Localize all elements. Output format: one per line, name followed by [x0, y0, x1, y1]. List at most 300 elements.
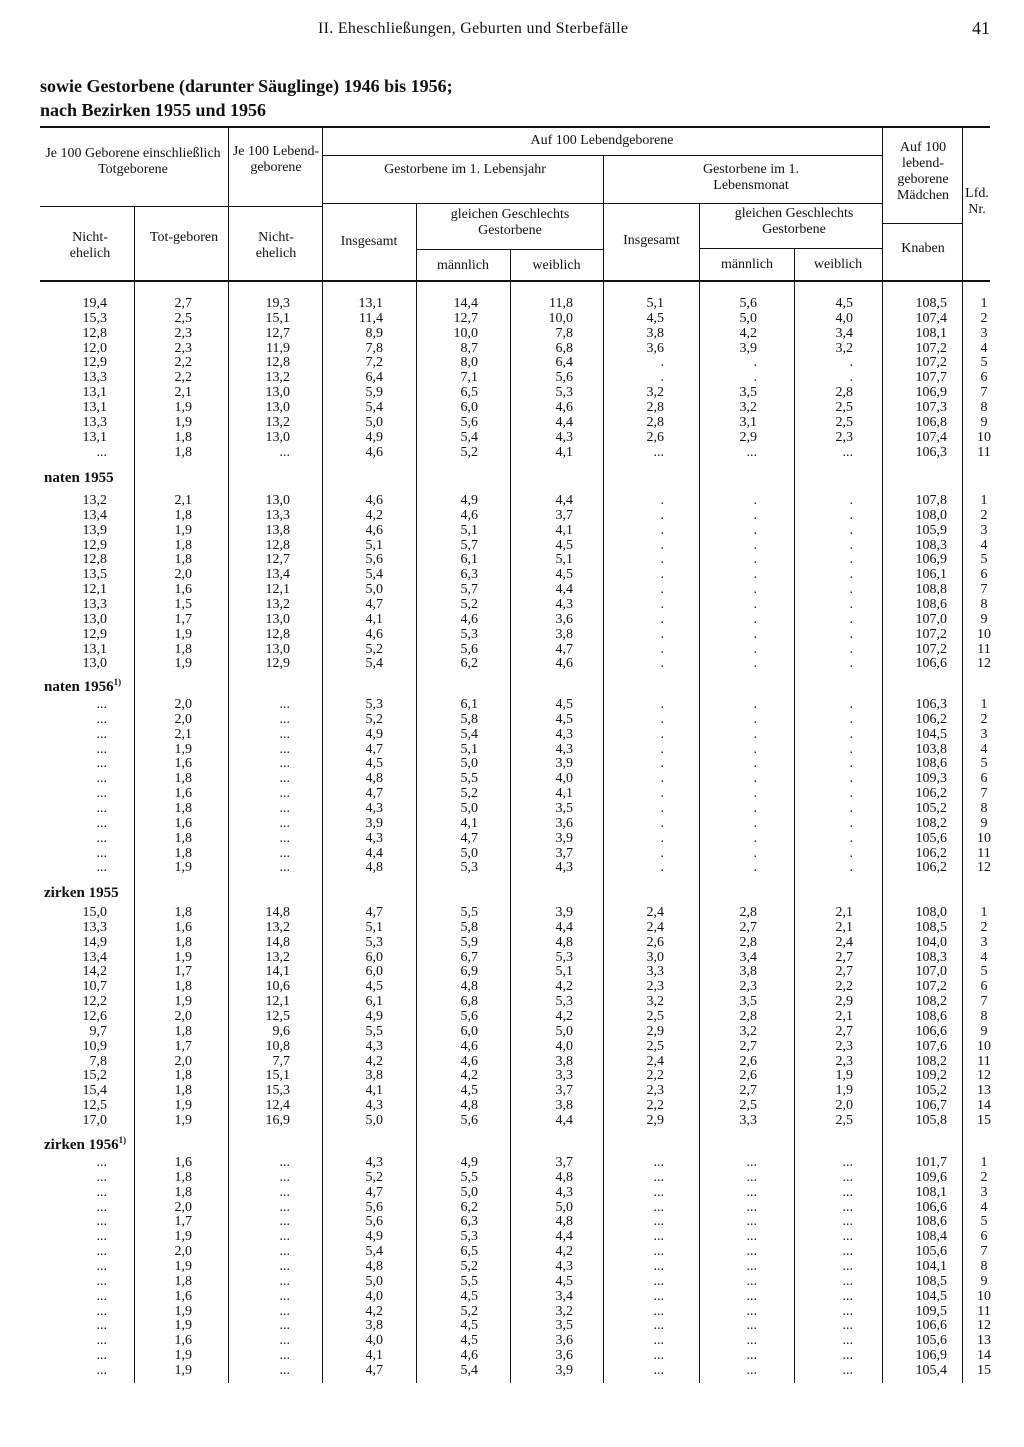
cell-weiblich-jahr: 5,6 — [555, 370, 573, 386]
header-rule-je100 — [40, 206, 322, 207]
cell-nichtehelich-lebend: 13,3 — [265, 507, 290, 523]
cell-nichtehelich: 13,3 — [82, 596, 107, 612]
lfd-nr-cell: 5 — [980, 1214, 988, 1230]
cell-nichtehelich: ... — [96, 1318, 107, 1334]
cell-nichtehelich: ... — [96, 860, 107, 876]
cell-knaben: 108,0 — [915, 905, 947, 920]
table-title — [40, 74, 453, 122]
cell-nichtehelich-lebend: 12,8 — [265, 537, 290, 553]
cell-knaben: 105,9 — [915, 522, 947, 538]
cell-nichtehelich: 15,0 — [82, 905, 107, 920]
cell-weiblich-monat: 4,0 — [835, 310, 853, 326]
header-gleichen-2: gleichen Geschlechts Gestorbene — [734, 206, 854, 237]
cell-insgesamt-jahr: 4,4 — [365, 845, 383, 861]
cell-maennlich-monat: . — [753, 611, 757, 627]
cell-knaben: 107,3 — [915, 399, 947, 415]
lfd-nr-cell: 8 — [980, 1008, 988, 1024]
lfd-nr-cell: 9 — [980, 414, 988, 430]
cell-weiblich-monat: 2,4 — [835, 934, 853, 950]
cell-maennlich-jahr: 4,9 — [460, 1155, 478, 1170]
cell-knaben: 108,6 — [915, 1008, 947, 1024]
cell-nichtehelich: 12,2 — [82, 994, 107, 1010]
cell-totgeboren: 1,8 — [174, 979, 192, 995]
cell-maennlich-jahr: 4,5 — [460, 1083, 478, 1099]
cell-maennlich-monat: 3,3 — [739, 1112, 757, 1128]
cell-maennlich-monat: . — [753, 522, 757, 538]
cell-maennlich-monat: ... — [746, 1333, 757, 1349]
cell-weiblich-monat: . — [849, 697, 853, 712]
cell-weiblich-jahr: 11,8 — [549, 296, 573, 311]
cell-weiblich-jahr: 3,2 — [555, 1303, 573, 1319]
cell-knaben: 108,8 — [915, 582, 947, 598]
cell-maennlich-jahr: 5,0 — [460, 756, 478, 772]
cell-maennlich-jahr: 5,1 — [460, 522, 478, 538]
cell-knaben: 106,6 — [915, 1318, 947, 1334]
lfd-nr-cell: 13 — [977, 1083, 991, 1099]
cell-totgeboren: 1,8 — [174, 537, 192, 553]
lfd-nr-cell: 12 — [977, 1068, 991, 1084]
title-line-1: sowie Gestorbene (darunter Säuglinge) 1946 bis 1956; — [40, 76, 453, 96]
cell-knaben: 107,6 — [915, 1038, 947, 1054]
cell-knaben: 107,0 — [915, 964, 947, 980]
lfd-nr-cell: 9 — [980, 1273, 988, 1289]
lfd-nr-cell: 8 — [980, 1258, 988, 1274]
cell-insgesamt-jahr: 5,9 — [365, 385, 383, 401]
cell-totgeboren: 2,0 — [174, 1199, 192, 1215]
cell-totgeboren: 1,9 — [174, 1229, 192, 1245]
cell-totgeboren: 1,8 — [174, 771, 192, 787]
cell-insgesamt-jahr: 4,7 — [365, 741, 383, 757]
cell-insgesamt-monat: . — [660, 626, 664, 642]
cell-insgesamt-monat: 2,3 — [646, 979, 664, 995]
cell-totgeboren: 1,6 — [174, 1288, 192, 1304]
cell-knaben: 108,4 — [915, 1229, 947, 1245]
header-weiblich-2: weiblich — [813, 257, 863, 272]
cell-insgesamt-jahr: 5,6 — [365, 1199, 383, 1215]
lfd-nr-cell: 13 — [977, 1333, 991, 1349]
cell-knaben: 106,3 — [915, 444, 947, 460]
header-gleichen-1: gleichen Geschlechts Gestorbene — [450, 207, 570, 238]
cell-weiblich-jahr: 3,5 — [555, 1318, 573, 1334]
lfd-nr-cell: 9 — [980, 611, 988, 627]
cell-insgesamt-monat: 2,3 — [646, 1083, 664, 1099]
cell-maennlich-jahr: 6,3 — [460, 1214, 478, 1230]
cell-nichtehelich: 12,8 — [82, 552, 107, 568]
cell-totgeboren: 1,9 — [174, 1112, 192, 1128]
cell-totgeboren: 1,8 — [174, 641, 192, 657]
cell-totgeboren: 2,1 — [174, 726, 192, 742]
header-maennlich-2: männlich — [720, 257, 774, 272]
cell-maennlich-jahr: 6,2 — [460, 656, 478, 672]
cell-nichtehelich-lebend: 13,4 — [265, 567, 290, 583]
cell-nichtehelich-lebend: ... — [279, 697, 290, 712]
cell-weiblich-monat: 2,9 — [835, 994, 853, 1010]
section-label-text: zirken 1955 — [44, 885, 119, 901]
cell-totgeboren: 1,9 — [174, 656, 192, 672]
cell-maennlich-monat: ... — [746, 1362, 757, 1378]
cell-insgesamt-monat: 2,5 — [646, 1008, 664, 1024]
cell-insgesamt-jahr: 4,7 — [365, 786, 383, 802]
cell-maennlich-monat: ... — [746, 1184, 757, 1200]
cell-maennlich-jahr: 4,5 — [460, 1318, 478, 1334]
cell-nichtehelich: 10,9 — [82, 1038, 107, 1054]
cell-weiblich-jahr: 4,2 — [555, 979, 573, 995]
cell-weiblich-monat: 2,7 — [835, 949, 853, 965]
cell-weiblich-monat: 1,9 — [835, 1068, 853, 1084]
cell-knaben: 108,1 — [915, 1184, 947, 1200]
cell-nichtehelich: ... — [96, 771, 107, 787]
cell-totgeboren: 1,6 — [174, 1155, 192, 1170]
cell-insgesamt-jahr: 5,6 — [365, 552, 383, 568]
cell-nichtehelich: ... — [96, 1303, 107, 1319]
cell-knaben: 103,8 — [915, 741, 947, 757]
section-label — [44, 677, 121, 696]
cell-insgesamt-jahr: 5,0 — [365, 1112, 383, 1128]
cell-insgesamt-jahr: 5,0 — [365, 582, 383, 598]
cell-nichtehelich-lebend: 15,3 — [265, 1083, 290, 1099]
cell-knaben: 107,4 — [915, 429, 947, 445]
lfd-nr-cell: 7 — [980, 385, 988, 401]
cell-weiblich-jahr: 4,4 — [555, 493, 573, 508]
cell-weiblich-monat: . — [849, 567, 853, 583]
cell-maennlich-jahr: 5,4 — [460, 1362, 478, 1378]
cell-maennlich-jahr: 5,3 — [460, 626, 478, 642]
cell-nichtehelich-lebend: 12,4 — [265, 1098, 290, 1114]
cell-weiblich-jahr: 3,4 — [555, 1288, 573, 1304]
cell-maennlich-jahr: 5,2 — [460, 786, 478, 802]
lfd-nr-cell: 6 — [980, 1229, 988, 1245]
cell-weiblich-jahr: 3,3 — [555, 1068, 573, 1084]
header-lfd-nr: Lfd. Nr. — [965, 186, 989, 217]
cell-nichtehelich: ... — [96, 1273, 107, 1289]
cell-maennlich-monat: ... — [746, 1214, 757, 1230]
cell-maennlich-monat: 2,8 — [739, 905, 757, 920]
cell-weiblich-monat: 2,8 — [835, 385, 853, 401]
cell-maennlich-monat: 2,7 — [739, 919, 757, 935]
cell-insgesamt-monat: 2,4 — [646, 919, 664, 935]
cell-nichtehelich-lebend: ... — [279, 726, 290, 742]
lfd-nr-cell: 1 — [980, 905, 988, 920]
cell-knaben: 108,3 — [915, 537, 947, 553]
col-rule-10 — [962, 127, 963, 1383]
cell-weiblich-monat: ... — [842, 1288, 853, 1304]
cell-knaben: 105,6 — [915, 1244, 947, 1260]
lfd-nr-cell: 3 — [980, 726, 988, 742]
header-insgesamt-1: Insgesamt — [340, 234, 398, 249]
lfd-nr-cell: 12 — [977, 656, 991, 672]
lfd-nr-cell: 2 — [980, 1169, 988, 1185]
cell-maennlich-jahr: 5,8 — [460, 711, 478, 727]
cell-totgeboren: 1,6 — [174, 756, 192, 772]
cell-maennlich-jahr: 4,8 — [460, 1098, 478, 1114]
cell-insgesamt-monat: ... — [653, 1214, 664, 1230]
cell-maennlich-jahr: 5,5 — [460, 905, 478, 920]
cell-nichtehelich-lebend: ... — [279, 786, 290, 802]
cell-insgesamt-jahr: 4,8 — [365, 1258, 383, 1274]
lfd-nr-cell: 7 — [980, 582, 988, 598]
cell-nichtehelich: 13,4 — [82, 507, 107, 523]
cell-knaben: 108,1 — [915, 325, 947, 341]
lfd-nr-cell: 8 — [980, 596, 988, 612]
cell-nichtehelich-lebend: ... — [279, 845, 290, 861]
cell-knaben: 105,2 — [915, 1083, 947, 1099]
cell-maennlich-monat: 3,1 — [739, 414, 757, 430]
cell-maennlich-jahr: 5,0 — [460, 800, 478, 816]
cell-weiblich-monat: . — [849, 355, 853, 371]
cell-weiblich-jahr: 4,1 — [555, 444, 573, 460]
cell-maennlich-jahr: 6,0 — [460, 399, 478, 415]
section-label — [44, 1135, 126, 1154]
cell-insgesamt-monat: ... — [653, 1169, 664, 1185]
cell-weiblich-jahr: 4,2 — [555, 1008, 573, 1024]
cell-totgeboren: 2,0 — [174, 567, 192, 583]
cell-nichtehelich: ... — [96, 1184, 107, 1200]
cell-totgeboren: 2,3 — [174, 340, 192, 356]
cell-weiblich-jahr: 10,0 — [548, 310, 573, 326]
lfd-nr-cell: 3 — [980, 1184, 988, 1200]
cell-nichtehelich: ... — [96, 1199, 107, 1215]
cell-nichtehelich-lebend: 14,8 — [265, 934, 290, 950]
cell-weiblich-jahr: 4,4 — [555, 414, 573, 430]
cell-weiblich-jahr: 4,1 — [555, 522, 573, 538]
cell-insgesamt-monat: . — [660, 552, 664, 568]
cell-maennlich-jahr: 5,5 — [460, 1273, 478, 1289]
lfd-nr-cell: 12 — [977, 1318, 991, 1334]
cell-maennlich-jahr: 5,6 — [460, 1112, 478, 1128]
cell-knaben: 104,5 — [915, 726, 947, 742]
cell-nichtehelich-lebend: 14,1 — [265, 964, 290, 980]
cell-totgeboren: 2,7 — [174, 296, 192, 311]
cell-maennlich-jahr: 7,1 — [460, 370, 478, 386]
cell-nichtehelich: ... — [96, 815, 107, 831]
cell-maennlich-monat: . — [753, 711, 757, 727]
cell-insgesamt-monat: . — [660, 507, 664, 523]
cell-maennlich-jahr: 10,0 — [453, 325, 478, 341]
cell-nichtehelich-lebend: 13,0 — [265, 641, 290, 657]
cell-weiblich-jahr: 3,9 — [555, 756, 573, 772]
cell-nichtehelich-lebend: ... — [279, 1288, 290, 1304]
cell-weiblich-jahr: 4,6 — [555, 656, 573, 672]
cell-totgeboren: 2,1 — [174, 385, 192, 401]
cell-maennlich-jahr: 14,4 — [453, 296, 478, 311]
cell-maennlich-monat: ... — [746, 444, 757, 460]
cell-totgeboren: 1,6 — [174, 919, 192, 935]
cell-weiblich-jahr: 5,3 — [555, 949, 573, 965]
lfd-nr-cell: 10 — [977, 626, 991, 642]
cell-maennlich-jahr: 6,0 — [460, 1023, 478, 1039]
cell-weiblich-monat: ... — [842, 1318, 853, 1334]
cell-weiblich-monat: 2,3 — [835, 1053, 853, 1069]
cell-nichtehelich: 13,4 — [82, 949, 107, 965]
cell-weiblich-monat: . — [849, 641, 853, 657]
cell-nichtehelich-lebend: 12,9 — [265, 656, 290, 672]
cell-insgesamt-jahr: 4,3 — [365, 1155, 383, 1170]
cell-nichtehelich-lebend: 13,2 — [265, 370, 290, 386]
cell-knaben: 108,2 — [915, 815, 947, 831]
lfd-nr-cell: 14 — [977, 1348, 991, 1364]
cell-insgesamt-jahr: 13,1 — [358, 296, 383, 311]
cell-maennlich-monat: . — [753, 596, 757, 612]
header-nichtehelich: Nicht-ehelich — [69, 230, 111, 261]
cell-maennlich-monat: . — [753, 845, 757, 861]
cell-maennlich-jahr: 6,1 — [460, 552, 478, 568]
cell-maennlich-jahr: 5,6 — [460, 1008, 478, 1024]
cell-knaben: 105,6 — [915, 830, 947, 846]
cell-nichtehelich: 13,9 — [82, 522, 107, 538]
cell-weiblich-jahr: 3,9 — [555, 905, 573, 920]
cell-maennlich-monat: ... — [746, 1258, 757, 1274]
cell-weiblich-monat: 2,7 — [835, 964, 853, 980]
cell-totgeboren: 1,5 — [174, 596, 192, 612]
cell-insgesamt-monat: 2,4 — [646, 905, 664, 920]
cell-insgesamt-monat: 5,1 — [646, 296, 664, 311]
cell-insgesamt-monat: . — [660, 567, 664, 583]
cell-weiblich-monat: ... — [842, 1214, 853, 1230]
cell-totgeboren: 2,5 — [174, 310, 192, 326]
cell-weiblich-monat: 2,0 — [835, 1098, 853, 1114]
lfd-nr-cell: 2 — [980, 507, 988, 523]
cell-knaben: 108,3 — [915, 949, 947, 965]
cell-knaben: 109,2 — [915, 1068, 947, 1084]
cell-knaben: 106,2 — [915, 845, 947, 861]
cell-insgesamt-monat: ... — [653, 1303, 664, 1319]
cell-insgesamt-jahr: 5,4 — [365, 656, 383, 672]
cell-weiblich-jahr: 4,5 — [555, 1273, 573, 1289]
lfd-nr-cell: 5 — [980, 355, 988, 371]
cell-nichtehelich: 10,7 — [82, 979, 107, 995]
cell-knaben: 108,0 — [915, 507, 947, 523]
cell-maennlich-jahr: 4,6 — [460, 611, 478, 627]
cell-weiblich-jahr: 5,0 — [555, 1199, 573, 1215]
cell-maennlich-jahr: 6,8 — [460, 994, 478, 1010]
cell-nichtehelich-lebend: ... — [279, 1303, 290, 1319]
cell-maennlich-jahr: 6,2 — [460, 1199, 478, 1215]
cell-nichtehelich-lebend: ... — [279, 1258, 290, 1274]
cell-maennlich-jahr: 5,6 — [460, 641, 478, 657]
lfd-nr-cell: 4 — [980, 949, 988, 965]
cell-knaben: 106,1 — [915, 567, 947, 583]
cell-insgesamt-monat: ... — [653, 1184, 664, 1200]
lfd-nr-cell: 1 — [980, 296, 988, 311]
cell-nichtehelich-lebend: 9,6 — [272, 1023, 290, 1039]
cell-maennlich-monat: 2,8 — [739, 1008, 757, 1024]
cell-insgesamt-monat: ... — [653, 1348, 664, 1364]
cell-totgeboren: 1,9 — [174, 860, 192, 876]
cell-nichtehelich: 19,4 — [82, 296, 107, 311]
cell-totgeboren: 1,9 — [174, 1303, 192, 1319]
cell-nichtehelich-lebend: 13,0 — [265, 493, 290, 508]
cell-weiblich-jahr: 4,0 — [555, 771, 573, 787]
cell-knaben: 108,5 — [915, 919, 947, 935]
cell-maennlich-jahr: 4,6 — [460, 1053, 478, 1069]
cell-insgesamt-jahr: 4,2 — [365, 1303, 383, 1319]
cell-insgesamt-jahr: 4,8 — [365, 771, 383, 787]
cell-weiblich-jahr: 3,8 — [555, 1098, 573, 1114]
cell-insgesamt-monat: 2,8 — [646, 414, 664, 430]
cell-nichtehelich-lebend: ... — [279, 1184, 290, 1200]
cell-nichtehelich-lebend: 7,7 — [272, 1053, 290, 1069]
cell-nichtehelich-lebend: ... — [279, 756, 290, 772]
cell-nichtehelich-lebend: ... — [279, 1333, 290, 1349]
cell-insgesamt-jahr: 4,2 — [365, 1053, 383, 1069]
cell-maennlich-jahr: 4,5 — [460, 1333, 478, 1349]
cell-insgesamt-monat: . — [660, 596, 664, 612]
lfd-nr-cell: 6 — [980, 771, 988, 787]
cell-totgeboren: 1,7 — [174, 964, 192, 980]
cell-insgesamt-jahr: 4,5 — [365, 979, 383, 995]
cell-weiblich-monat: ... — [842, 1303, 853, 1319]
cell-insgesamt-jahr: 11,4 — [359, 310, 383, 326]
header-insgesamt-2: Insgesamt — [623, 233, 680, 248]
cell-maennlich-jahr: 8,0 — [460, 355, 478, 371]
header-maennlich-1: männlich — [436, 258, 490, 273]
cell-insgesamt-monat: . — [660, 641, 664, 657]
cell-nichtehelich-lebend: 12,8 — [265, 626, 290, 642]
cell-maennlich-jahr: 5,5 — [460, 771, 478, 787]
cell-insgesamt-monat: . — [660, 860, 664, 876]
cell-maennlich-monat: . — [753, 370, 757, 386]
cell-totgeboren: 1,6 — [174, 786, 192, 802]
cell-weiblich-jahr: 5,0 — [555, 1023, 573, 1039]
cell-insgesamt-jahr: 4,1 — [365, 1083, 383, 1099]
section-label-text: zirken 1956 — [44, 1137, 119, 1153]
cell-knaben: 105,2 — [915, 800, 947, 816]
lfd-nr-cell: 3 — [980, 934, 988, 950]
cell-insgesamt-monat: ... — [653, 1258, 664, 1274]
cell-insgesamt-jahr: 4,5 — [365, 756, 383, 772]
cell-totgeboren: 1,8 — [174, 905, 192, 920]
cell-nichtehelich: 13,1 — [82, 429, 107, 445]
cell-weiblich-monat: . — [849, 626, 853, 642]
cell-maennlich-monat: 2,3 — [739, 979, 757, 995]
cell-maennlich-monat: . — [753, 697, 757, 712]
cell-weiblich-jahr: 6,8 — [555, 340, 573, 356]
cell-totgeboren: 1,9 — [174, 994, 192, 1010]
cell-weiblich-monat: ... — [842, 1169, 853, 1185]
cell-weiblich-jahr: 4,6 — [555, 399, 573, 415]
cell-maennlich-monat: 2,7 — [739, 1038, 757, 1054]
cell-nichtehelich-lebend: 13,8 — [265, 522, 290, 538]
cell-nichtehelich-lebend: 13,0 — [265, 611, 290, 627]
cell-weiblich-monat: . — [849, 656, 853, 672]
cell-weiblich-jahr: 4,4 — [555, 919, 573, 935]
cell-maennlich-monat: . — [753, 656, 757, 672]
cell-nichtehelich: 13,0 — [82, 611, 107, 627]
cell-totgeboren: 1,6 — [174, 815, 192, 831]
cell-maennlich-monat: . — [753, 800, 757, 816]
cell-weiblich-jahr: 4,4 — [555, 582, 573, 598]
cell-weiblich-jahr: 4,8 — [555, 934, 573, 950]
header-knaben: Knaben — [901, 241, 945, 256]
cell-weiblich-jahr: 4,8 — [555, 1169, 573, 1185]
cell-insgesamt-monat: 2,4 — [646, 1053, 664, 1069]
cell-insgesamt-jahr: 5,0 — [365, 414, 383, 430]
cell-insgesamt-jahr: 4,8 — [365, 860, 383, 876]
cell-nichtehelich: 15,2 — [82, 1068, 107, 1084]
lfd-nr-cell: 1 — [980, 697, 988, 712]
cell-nichtehelich-lebend: ... — [279, 1244, 290, 1260]
cell-maennlich-jahr: 6,7 — [460, 949, 478, 965]
lfd-nr-cell: 1 — [980, 493, 988, 508]
cell-insgesamt-jahr: 6,1 — [365, 994, 383, 1010]
cell-insgesamt-jahr: 3,8 — [365, 1318, 383, 1334]
cell-insgesamt-monat: . — [660, 741, 664, 757]
cell-nichtehelich: 13,1 — [82, 641, 107, 657]
cell-nichtehelich: ... — [96, 711, 107, 727]
cell-weiblich-monat: 2,7 — [835, 1023, 853, 1039]
cell-maennlich-monat: ... — [746, 1273, 757, 1289]
cell-totgeboren: 2,3 — [174, 325, 192, 341]
